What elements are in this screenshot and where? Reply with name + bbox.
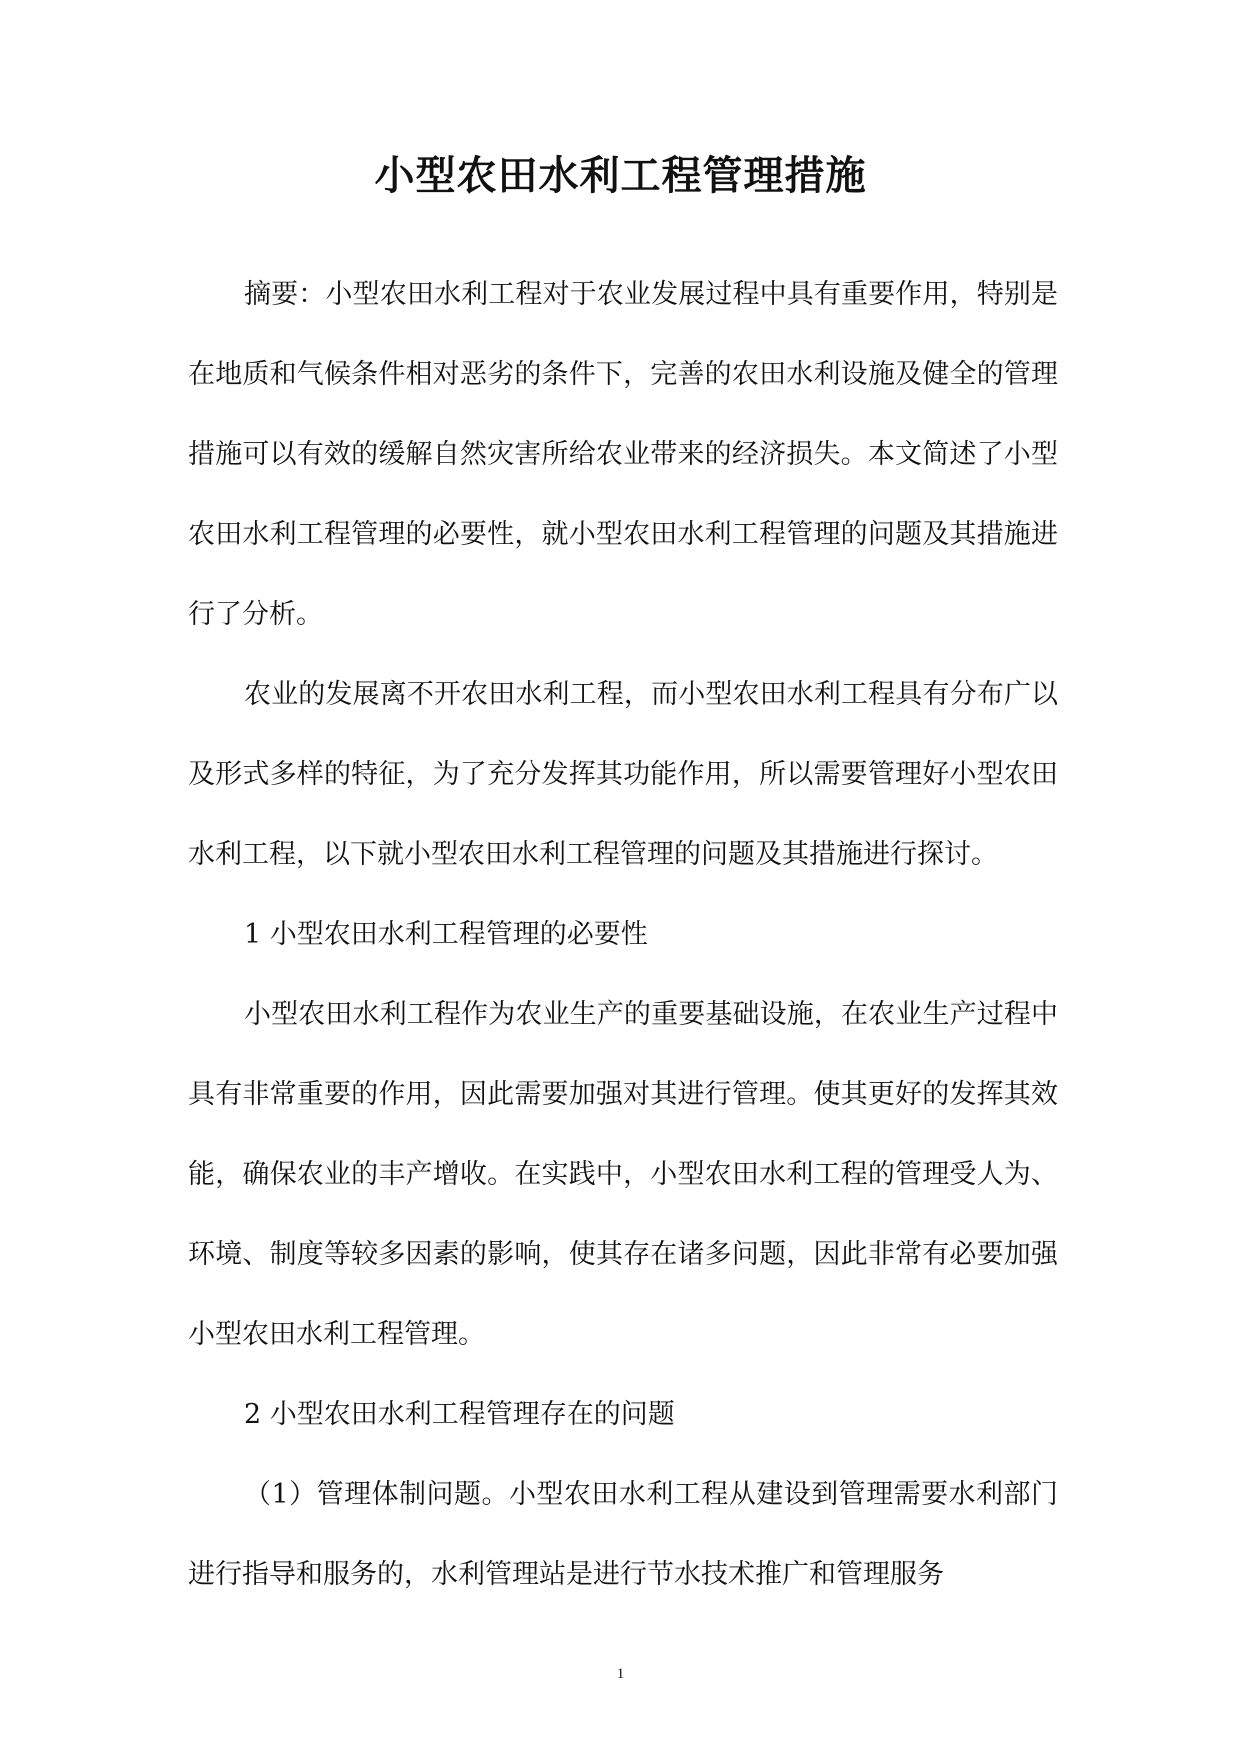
section-2-paragraph: （1）管理体制问题。小型农田水利工程从建设到管理需要水利部门进行指导和服务的，水利管理站是进行节水技术推广和管理服务 <box>188 1479 1058 1590</box>
section-heading-2: 2 小型农田水利工程管理存在的问题 <box>244 1399 675 1430</box>
page-number: 1 <box>616 1666 625 1682</box>
intro-paragraph: 农业的发展离不开农田水利工程，而小型农田水利工程具有分布广以及形式多样的特征，为了充分发挥其功能作用，所以需要管理好小型农田水利工程，以下就小型农田水利工程管理的问题及其措施进行探讨。 <box>188 679 1058 870</box>
section-1-paragraph: 小型农田水利工程作为农业生产的重要基础设施，在农业生产过程中具有非常重要的作用，因此需要加强对其进行管理。使其更好的发挥其效能，确保农业的丰产增收。在实践中，小型农田水利工程的管理受人为、环境、制度等较多因素的影响，使其存在诸多问题，因此非常有必要加强小型农田水利工程管理。 <box>188 999 1058 1350</box>
section-heading-1: 1 小型农田水利工程管理的必要性 <box>244 919 648 950</box>
document-title: 小型农田水利工程管理措施 <box>374 152 867 199</box>
abstract-paragraph: 摘要：小型农田水利工程对于农业发展过程中具有重要作用，特别是在地质和气候条件相对恶劣的条件下，完善的农田水利设施及健全的管理措施可以有效的缓解自然灾害所给农业带来的经济损失。本文简述了小型农田水利工程管理的必要性，就小型农田水利工程管理的问题及其措施进行了分析。 <box>188 279 1058 630</box>
document-body <box>188 255 1058 1615</box>
